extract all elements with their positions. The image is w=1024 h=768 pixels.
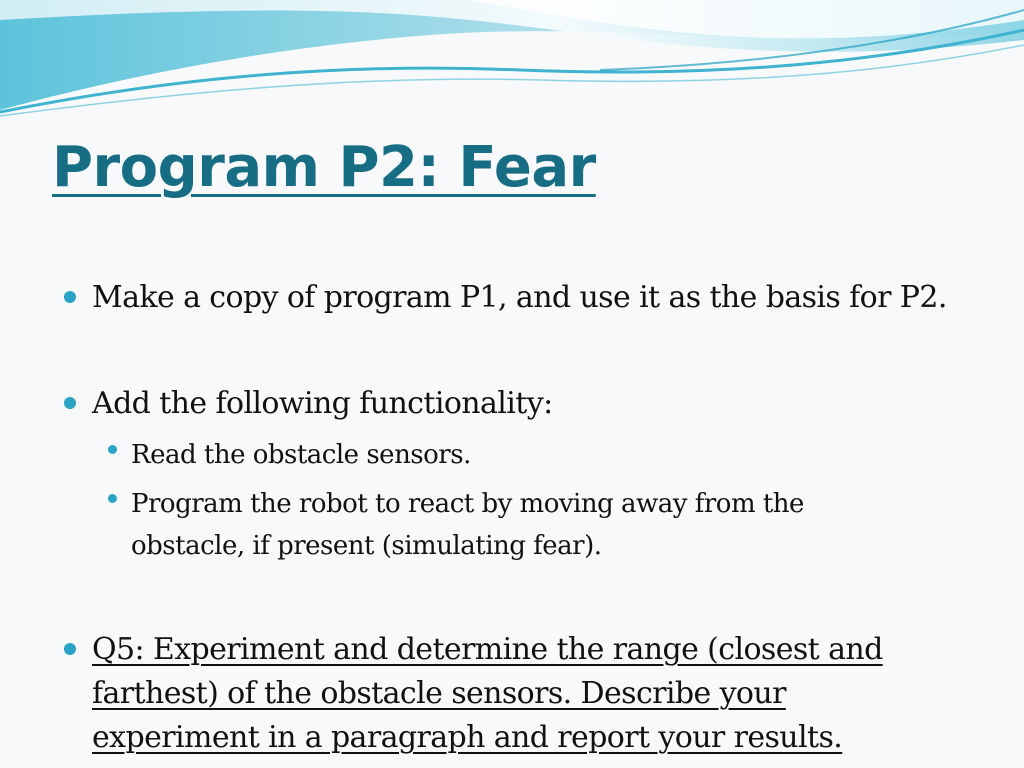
slide-title: Program P2: Fear bbox=[52, 135, 596, 200]
bullet-dot bbox=[64, 643, 76, 655]
bullet-add-functionality bbox=[64, 382, 553, 426]
bullet-dot bbox=[108, 494, 117, 503]
bullet-text: Q5: Experiment and determine the range (closest and farthest) of the obstacle sensors. Describe your experiment in a paragraph and report your results. bbox=[92, 632, 883, 755]
bullet-dot bbox=[64, 291, 76, 303]
bullet-text: Program the robot to react by moving away from the obstacle, if present (simulating fear). bbox=[131, 489, 804, 561]
bullet-dot bbox=[64, 397, 76, 409]
sub-bullet-react-fear bbox=[108, 483, 804, 567]
sub-bullet-read-sensors bbox=[108, 434, 471, 476]
bullet-text: Make a copy of program P1, and use it as the basis for P2. bbox=[92, 280, 947, 315]
bullet-text: Add the following functionality: bbox=[92, 386, 553, 421]
bullet-text: Read the obstacle sensors. bbox=[131, 440, 471, 470]
bullet-q5-experiment bbox=[64, 628, 883, 760]
bullet-dot bbox=[108, 445, 117, 454]
bullet-copy-program bbox=[64, 276, 947, 320]
